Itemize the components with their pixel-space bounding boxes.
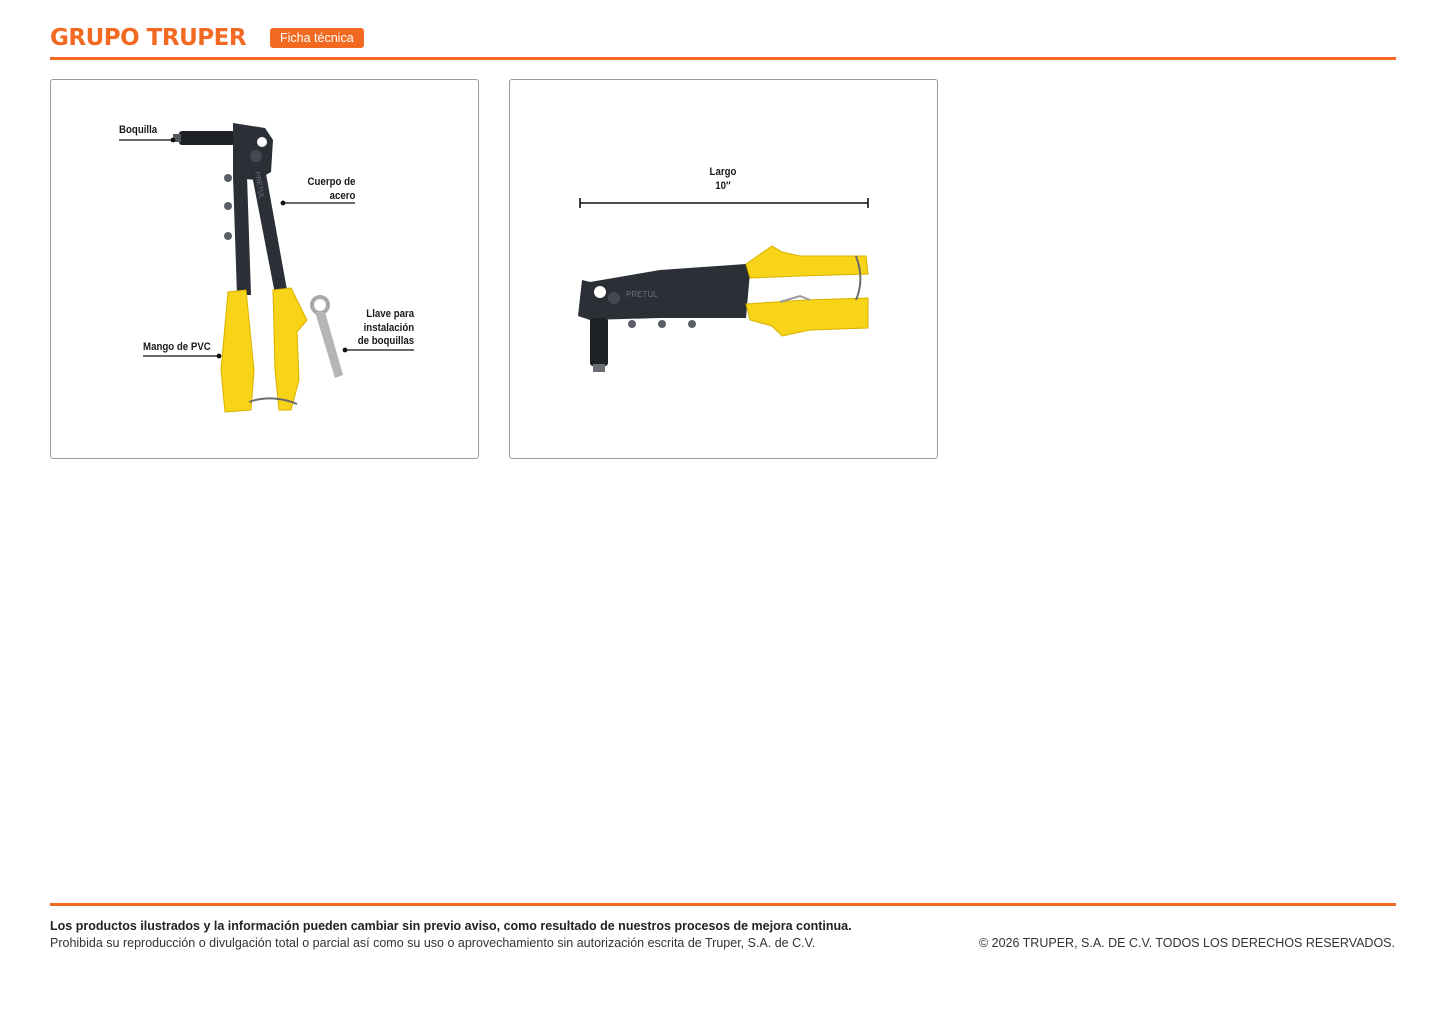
tool-imprint-right: PRETUL (626, 290, 658, 299)
footer-divider (50, 903, 1396, 906)
left-handle-shape (221, 290, 254, 412)
riveter-horizontal-illustration (510, 80, 937, 458)
callout-wrench-line-2: instalación (363, 321, 414, 334)
nozzle-shape (179, 131, 235, 145)
lower-handle-shape (746, 298, 868, 336)
wrench-shape (315, 312, 343, 378)
wrench-ring-shape (312, 297, 328, 313)
length-dimension-label (697, 166, 750, 193)
length-label: Largo (709, 166, 737, 178)
footer-notice-bold: Los productos ilustrados y la información pueden cambiar sin previo aviso, como resultado de nuestros procesos de mejora continua. (50, 919, 852, 933)
upper-handle-shape (746, 246, 868, 278)
parts-diagram-panel (50, 79, 479, 459)
document-type-badge: Ficha técnica (270, 28, 364, 48)
callout-nozzle: Boquilla (119, 124, 158, 136)
callout-wrench-line-3: de boquillas (357, 335, 414, 347)
nozzle-shape-right (590, 318, 608, 366)
footer-notice: Prohibida su reproducción o divulgación total o parcial así como su uso o aprovechamiento sin autorización escrita de Truper, S.A. de C.V. (50, 936, 816, 950)
brand-logo: GRUPO TRUPER (50, 25, 247, 51)
right-handle-shape (273, 288, 307, 410)
tool-imprint-left: PRETUL (253, 171, 265, 200)
riveter-vertical-illustration (51, 80, 478, 458)
dimensions-panel (509, 79, 938, 459)
callout-body-line-1: Cuerpo de (307, 176, 355, 188)
callout-steel-body (307, 176, 355, 203)
callout-pvc-handle: Mango de PVC (143, 341, 211, 353)
header-divider (50, 57, 1396, 60)
length-value: 10″ (715, 179, 731, 192)
footer-copyright: © 2026 TRUPER, S.A. DE C.V. TODOS LOS DERECHOS RESERVADOS. (978, 936, 1395, 950)
callout-body-line-2: acero (329, 189, 355, 202)
callout-wrench (358, 308, 414, 349)
left-arm-shape (233, 176, 251, 295)
callout-wrench-line-1: Llave para (366, 308, 414, 320)
